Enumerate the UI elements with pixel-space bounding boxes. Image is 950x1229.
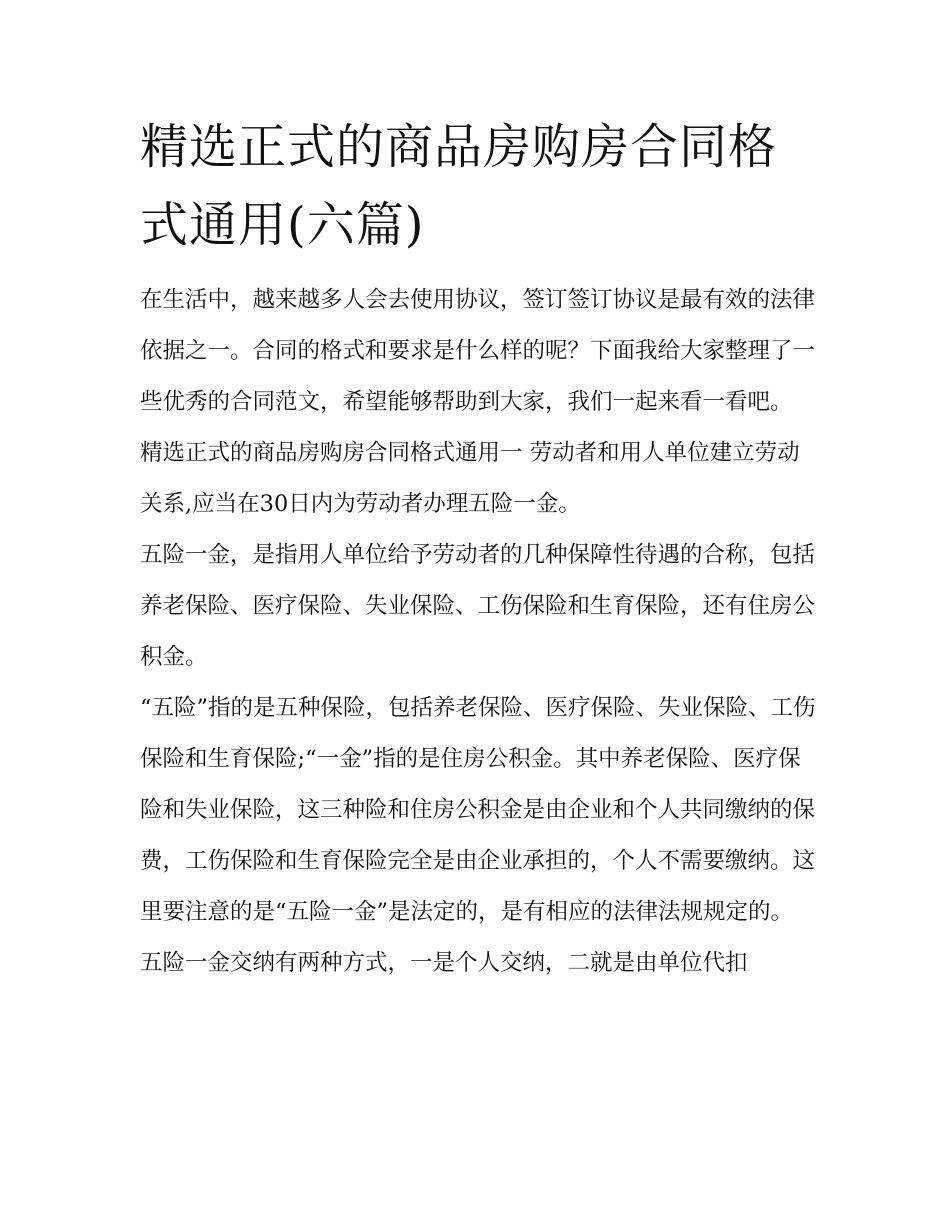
paragraph-details: “五险”指的是五种保险，包括养老保险、医疗保险、失业保险、工伤保险和生育保险;“一金”指的是住房公积金。其中养老保险、医疗保险和失业保险，这三种险和住房公积金是由企业和个人共同缴纳的保费，工伤保险和生育保险完全是由企业承担的，个人不需要缴纳。这里要注意的是“五险一金”是法定的，是有相应的法律法规规定的。: [140, 695, 816, 925]
document-title: 精选正式的商品房购房合同格式通用(六篇): [140, 119, 778, 253]
document-body: [140, 275, 820, 989]
paragraph-intro: 在生活中，越来越多人会去使用协议，签订签订协议是最有效的法律依据之一。合同的格式和要求是什么样的呢？下面我给大家整理了一些优秀的合同范文，希望能够帮助到大家，我们一起来看一看吧。: [140, 287, 816, 415]
paragraph-definition: 五险一金，是指用人单位给予劳动者的几种保障性待遇的合称，包括养老保险、医疗保险、失业保险、工伤保险和生育保险，还有住房公积金。: [140, 542, 816, 670]
paragraph-payment: 五险一金交纳有两种方式，一是个人交纳，二就是由单位代扣: [140, 950, 748, 976]
paragraph-section-one: 精选正式的商品房购房合同格式通用一 劳动者和用人单位建立劳动关系,应当在30日内为劳动者办理五险一金。: [140, 440, 800, 517]
